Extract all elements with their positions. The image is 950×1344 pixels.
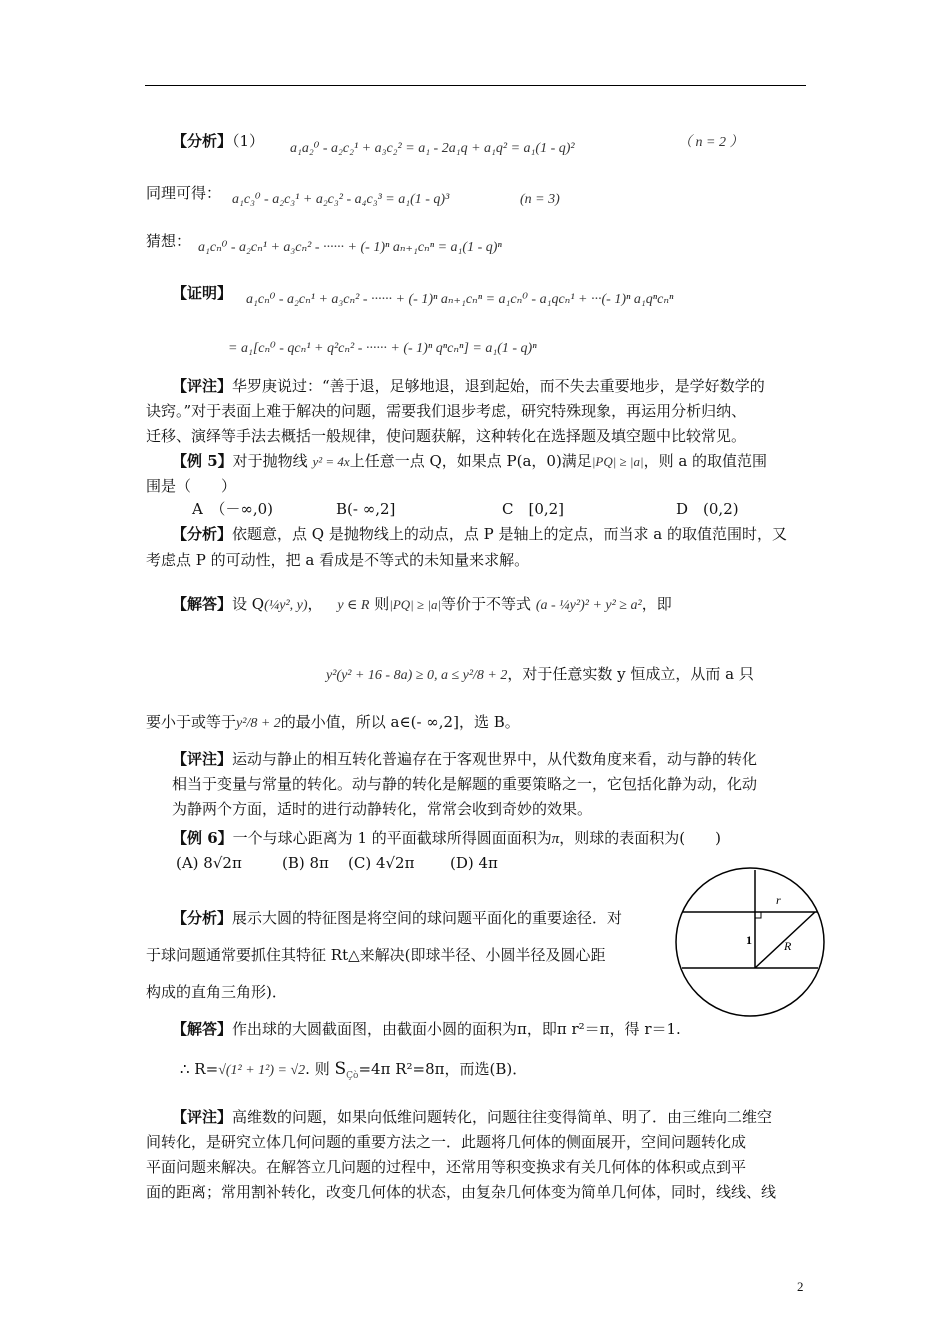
example6-pingzhu-line1 xyxy=(172,1107,772,1127)
example5-opt-a: A （－∞,0) xyxy=(192,500,273,518)
example6-jieda-line2 xyxy=(180,1059,527,1086)
jieda-label: 【解答】 xyxy=(172,1020,233,1038)
fenxi-label: 【分析】 xyxy=(172,525,233,543)
example5-label: 【例 5】 xyxy=(172,452,233,470)
label-r: r xyxy=(776,893,781,907)
tongli-label: 同理可得： xyxy=(146,184,222,202)
example6-pingzhu-line3: 平面问题来解决。在解答立几问题的过程中，还常用等积变换求有关几何体的体积或点到平 xyxy=(146,1158,747,1176)
example6-jieda-line1 xyxy=(172,1019,681,1039)
example5-opt-d: D (0,2) xyxy=(676,500,739,518)
tongli-formula: a₁c₃⁰ - a₂c₃¹ + a₂c₃² - a₄c₃³ = a₁(1 - q)³ xyxy=(232,192,450,207)
jieda2-formula: √(1² + 1²) = √2 xyxy=(218,1063,306,1078)
tongli-n: (n = 3) xyxy=(520,192,560,207)
example6-q-b: ，则球的表面积为( ) xyxy=(559,829,721,847)
fenxi-num: （1） xyxy=(232,132,265,150)
caixiang-label: 猜想： xyxy=(146,232,192,250)
jieda2-a: ∴ R= xyxy=(180,1060,219,1078)
example5-fenxi-line2: 考虑点 P 的可动性，把 a 看成是不等式的未知量来求解。 xyxy=(146,551,530,569)
surface-area-symbol: S xyxy=(334,1059,347,1079)
fenxi-label: 【分析】 xyxy=(172,132,233,150)
example6-fenxi-line1 xyxy=(172,908,622,928)
pingzhu-text: 高维数的问题，如果向低维问题转化，问题往往变得简单、明了．由三维向二维空 xyxy=(232,1108,773,1126)
pingzhu-1-line2: 诀窍。”对于表面上难于解决的问题，需要我们退步考虑，研究特殊现象，再运用分析归纳、 xyxy=(146,402,747,420)
fenxi-formula: a₁a₂⁰ - a₂c₂¹ + a₃c₂² = a₁ - 2a₁q + a₁q² = a₁(1 - q)² xyxy=(290,141,575,156)
jieda3-formula: y²/8 + 2 xyxy=(236,716,281,731)
example6-pingzhu-line4: 面的距离；常用割补转化，改变几何体的状态，由复杂几何体变为简单几何体，同时，线线、线 xyxy=(146,1183,777,1201)
example6-q: 一个与球心距离为 1 的平面截球所得圆面面积为 xyxy=(232,829,552,847)
example5-q-a: 对于抛物线 xyxy=(232,452,308,470)
jieda-d: 则 xyxy=(374,595,390,613)
pingzhu-label: 【评注】 xyxy=(172,1108,233,1126)
example5-q-line2: 围是（ ） xyxy=(146,477,237,495)
jieda3-c: ，选 B。 xyxy=(458,713,520,731)
pingzhu-text: 运动与静止的相互转化普遍存在于客观世界中，从代数角度来看，动与静的转化 xyxy=(232,750,758,768)
jieda-label: 【解答】 xyxy=(172,595,233,613)
label-1: 1 xyxy=(746,933,752,947)
jieda-cond: |PQ| ≥ |a| xyxy=(389,597,442,612)
example5-pingzhu-line1 xyxy=(172,749,757,769)
jieda-y-real: y ∈ R xyxy=(337,598,370,613)
fenxi-label: 【分析】 xyxy=(172,909,233,927)
example6-pingzhu-line2: 间转化，是研究立体几何问题的重要方法之一．此题将几何体的侧面展开，空间问题转化成 xyxy=(146,1133,747,1151)
example5-jieda-line3 xyxy=(146,712,520,734)
surface-area-subscript: Çò xyxy=(346,1071,359,1081)
jieda-a: 设 Q xyxy=(232,595,265,613)
example6-fenxi-line2: 于球问题通常要抓住其特征 Rt△来解决(即球半径、小圆半径及圆心距 xyxy=(146,946,606,964)
fenxi-text: 依题意，点 Q 是抛物线上的动点，点 P 是轴上的定点，而当求 a 的取值范围时，又 xyxy=(232,525,787,543)
example6-opt-a: (A) 8√2π xyxy=(176,854,242,872)
example5-pingzhu-line3: 为静两个方面，适时的进行动静转化，常常会收到奇妙的效果。 xyxy=(172,800,593,818)
example5-question xyxy=(172,451,767,472)
caixiang-formula: a₁cₙ⁰ - a₂cₙ¹ + a₃cₙ² - ······ + (- 1)ⁿ aₙ₊₁cₙⁿ = a₁(1 - q)ⁿ xyxy=(198,240,502,255)
example5-condition: |PQ| ≥ |a| xyxy=(591,454,644,469)
fenxi-text: 展示大圆的特征图是将空间的球问题平面化的重要途径．对 xyxy=(232,909,623,927)
sphere-cross-section-diagram xyxy=(670,866,830,1018)
jieda2-c: =4π R²=8π，而选(B)． xyxy=(358,1060,528,1078)
example6-label: 【例 6】 xyxy=(172,829,233,847)
pingzhu-text: 华罗庚说过：“善于退，足够地退，退到起始，而不失去重要地步，是学好数学的 xyxy=(232,377,765,395)
example6-opt-d: (D) 4π xyxy=(450,854,498,872)
fenxi-n: （ n = 2 ） xyxy=(678,135,744,150)
example5-pingzhu-line2: 相当于变量与常量的转化。动与静的转化是解题的重要策略之一，它包括化静为动，化动 xyxy=(172,775,758,793)
example6-question xyxy=(172,828,721,849)
jieda-f: 等价于不等式 xyxy=(441,595,532,613)
example6-opt-c: (C) 4√2π xyxy=(348,854,415,872)
example5-parabola: y² = 4x xyxy=(312,454,350,469)
jieda3-set: (- ∞,2] xyxy=(410,713,459,731)
jieda-g: ，即 xyxy=(641,595,672,613)
jieda2-b: . 则 xyxy=(305,1060,330,1078)
example5-opt-b: B(- ∞,2] xyxy=(336,500,396,518)
example6-fenxi-line3: 构成的直角三角形)． xyxy=(146,983,287,1001)
example5-q-b: 上任意一点 Q，如果点 P(a，0)满足 xyxy=(349,452,592,470)
example5-jieda-line2 xyxy=(326,664,754,686)
jieda-point-q: (¼y², y) xyxy=(264,598,308,613)
pingzhu-label: 【评注】 xyxy=(172,750,233,768)
zhengming-line1: a₁cₙ⁰ - a₂cₙ¹ + a₃cₙ² - ······ + (- 1)ⁿ aₙ₊₁cₙⁿ = a₁cₙ⁰ - a₁qcₙ¹ + ···(- 1)ⁿ a₁qⁿcₙⁿ xyxy=(246,292,674,307)
pingzhu-1-line3: 迁移、演绎等手法去概括一般规律，使问题获解，这种转化在选择题及填空题中比较常见。 xyxy=(146,427,747,445)
header-rule xyxy=(145,85,806,86)
right-angle-mark xyxy=(755,912,761,918)
pingzhu-1-line1 xyxy=(172,376,765,396)
example5-fenxi-line1 xyxy=(172,524,787,544)
example6-pi: π xyxy=(551,831,560,847)
label-R: R xyxy=(784,939,792,953)
example5-jieda-line1 xyxy=(172,594,672,616)
example6-opt-b: (B) 8π xyxy=(282,854,329,872)
jieda-text: 作出球的大圆截面图，由截面小圆的面积为π，即π r²＝π，得 r＝1. xyxy=(232,1020,681,1038)
jieda3-b: 的最小值，所以 a∈ xyxy=(280,713,411,731)
example5-opt-c: C [0,2] xyxy=(502,500,565,518)
page-number: 2 xyxy=(797,1279,804,1294)
jieda-inequality: (a - ¼y²)² + y² ≥ a² xyxy=(535,598,642,613)
zhengming-line2: = a₁[cₙ⁰ - qcₙ¹ + q²cₙ² - ······ + (- 1)ⁿ qⁿcₙⁿ] = a₁(1 - q)ⁿ xyxy=(228,341,537,356)
jieda2-formula: y²(y² + 16 - 8a) ≥ 0, a ≤ y²/8 + 2 xyxy=(326,668,508,683)
jieda3-a: 要小于或等于 xyxy=(146,713,237,731)
example5-q-c: ，则 a 的取值范围 xyxy=(643,452,768,470)
pingzhu-label: 【评注】 xyxy=(172,377,233,395)
jieda-b: ， xyxy=(307,595,323,613)
zhengming-label: 【证明】 xyxy=(172,284,233,302)
jieda2-text: ，对于任意实数 y 恒成立，从而 a 只 xyxy=(507,665,754,683)
fenxi-1-row xyxy=(172,131,264,151)
